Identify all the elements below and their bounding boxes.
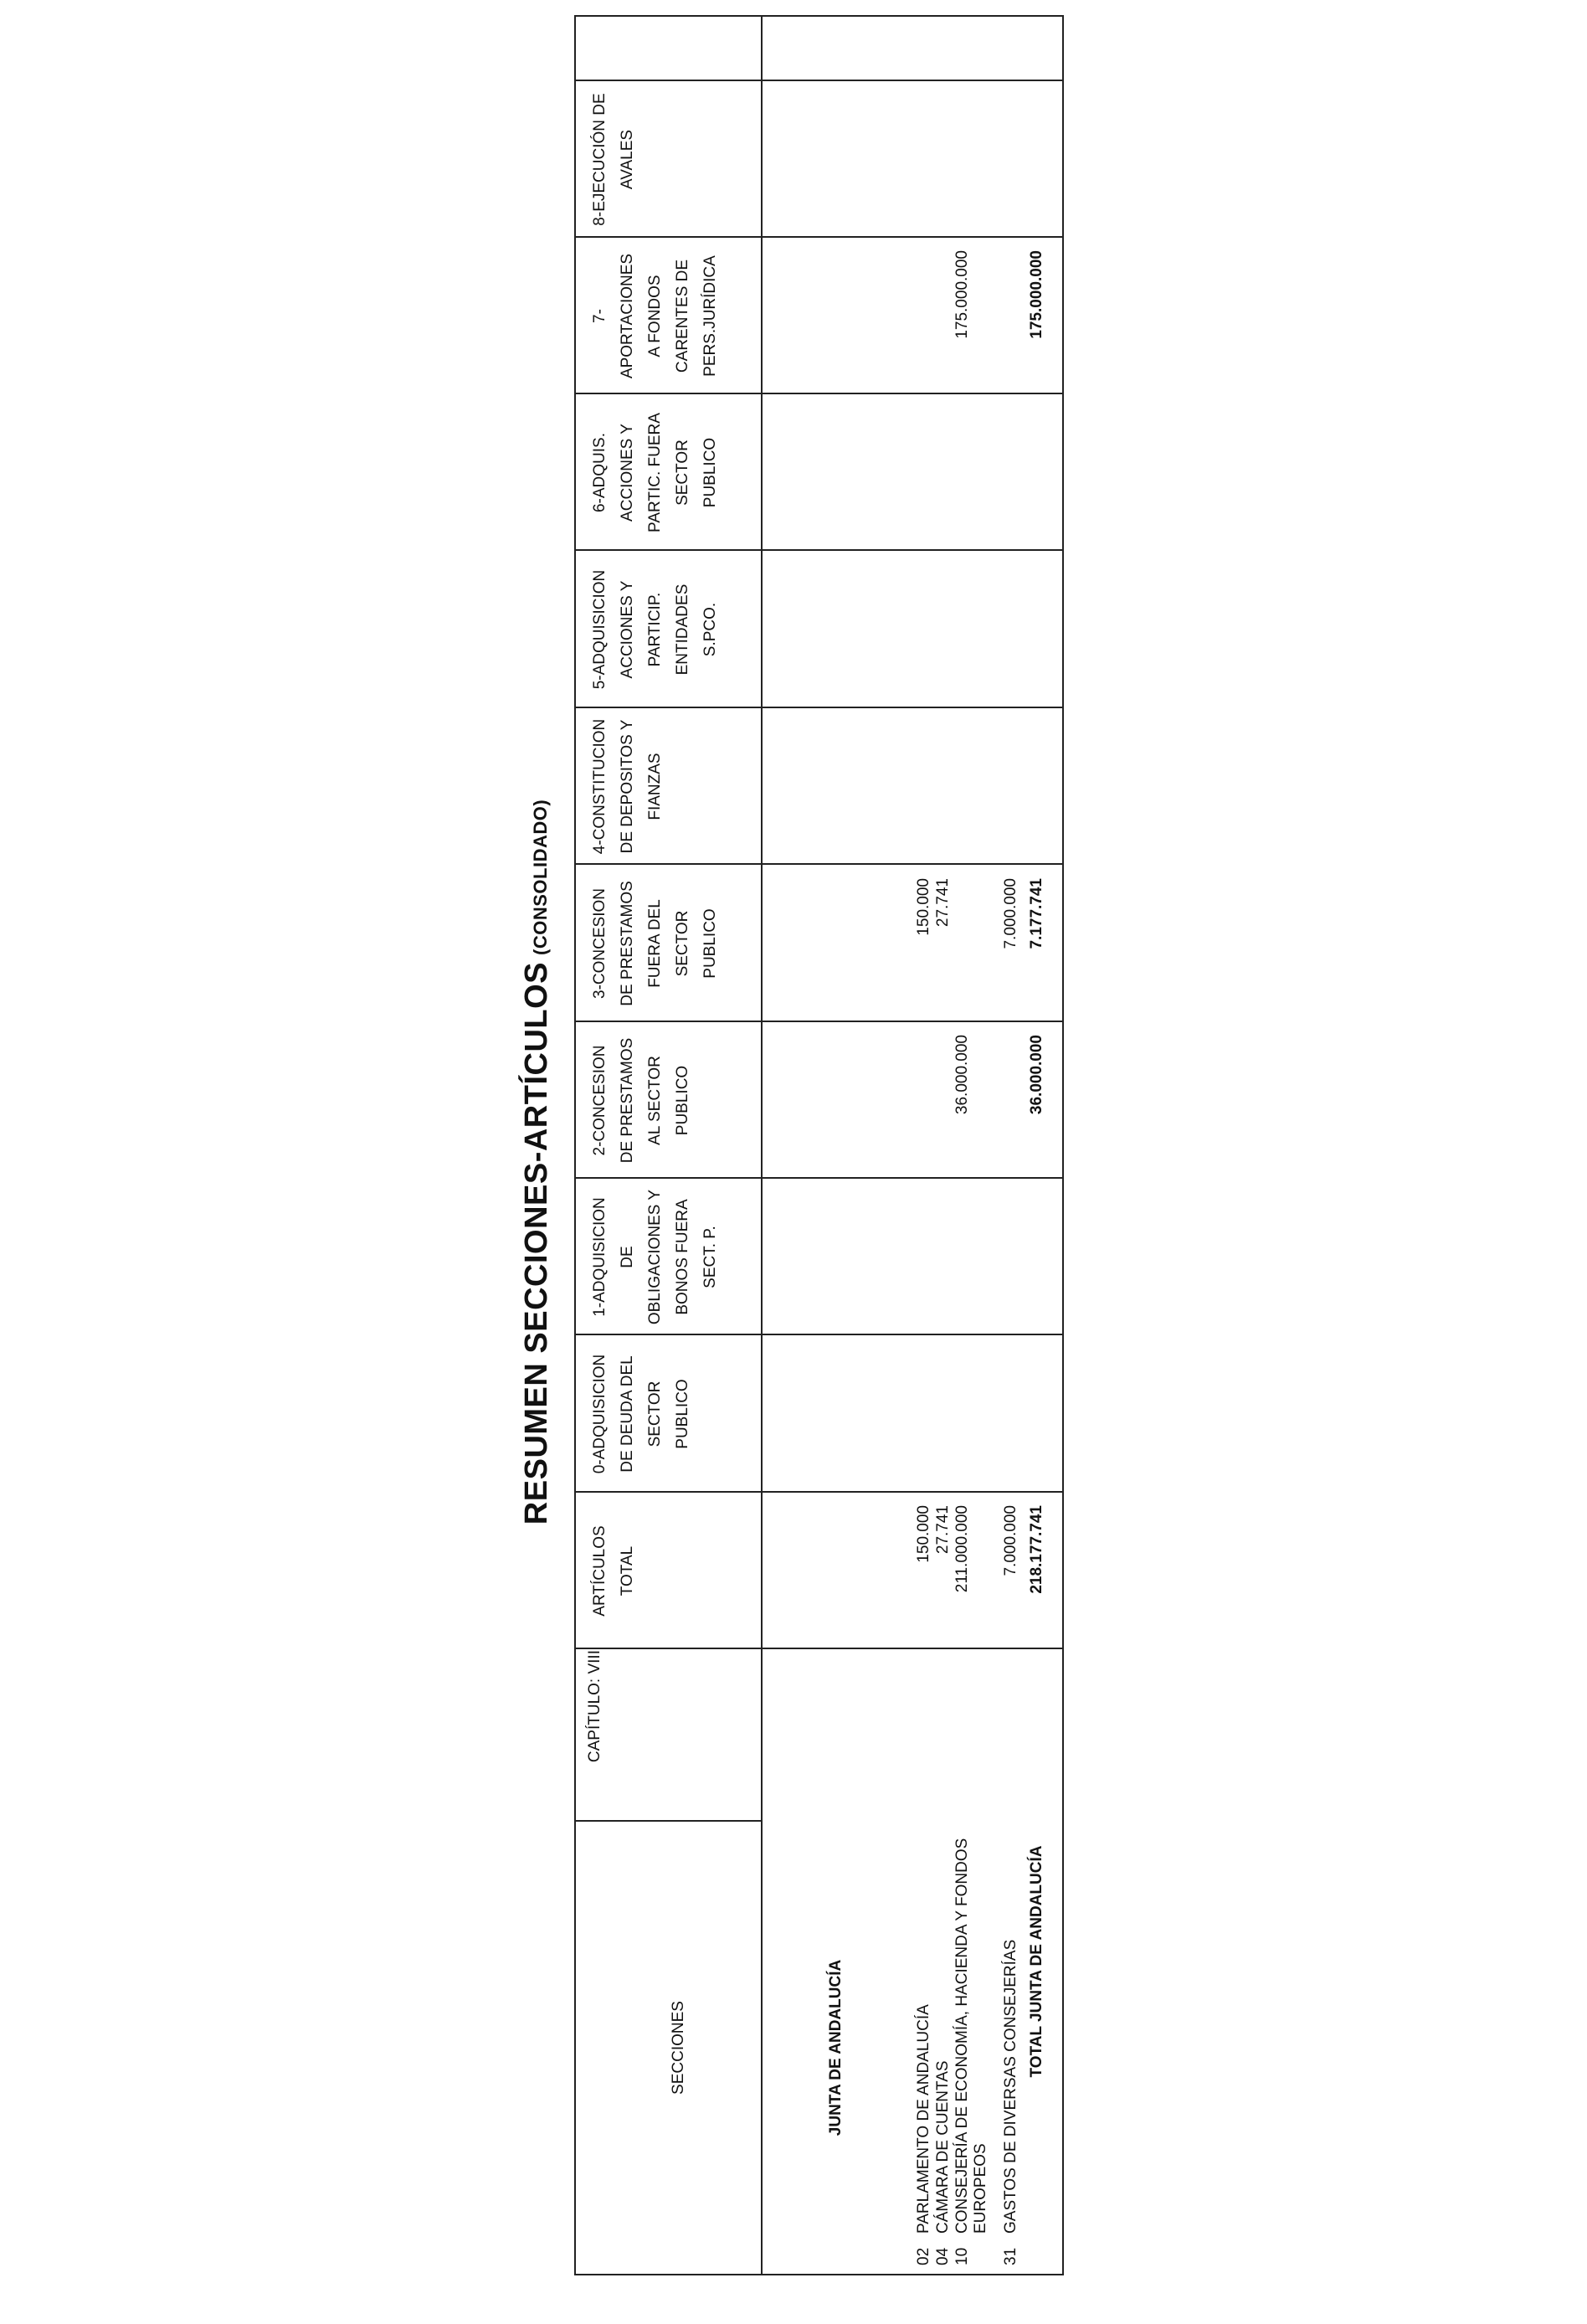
row-name: PARLAMENTO DE ANDALUCÍA — [915, 2004, 932, 2234]
row-code: 04 — [934, 2247, 952, 2265]
row-col-7: 175.000.000 — [953, 250, 971, 339]
header-col-2: 2-CONCESION DE PRESTAMOS AL SECTOR PUBLICO — [591, 1037, 691, 1164]
total-label: TOTAL JUNTA DE ANDALUCÍA — [1028, 1845, 1045, 2078]
row-total: 7.000.000 — [1002, 1505, 1019, 1576]
row-code: 02 — [915, 2247, 932, 2265]
header-col-7: 7- APORTACIONES A FONDOS CARENTES DE PERS.JURÍDICA — [591, 253, 719, 379]
capitulo-label: CAPÍTULO: VIII — [586, 1650, 603, 1763]
col-divider — [576, 1648, 1062, 1649]
row-col-3: 7.000.000 — [1002, 878, 1019, 949]
row-code: 10 — [953, 2247, 971, 2265]
table-row — [953, 17, 989, 2274]
summary-table — [574, 15, 1064, 2275]
row-name: CONSEJERÍA DE ECONOMÍA, HACIENDA Y FONDOS EUROPEOS — [953, 1838, 989, 2234]
row-total: 27.741 — [934, 1505, 952, 1555]
row-total: 211.000.000 — [953, 1505, 971, 1593]
group-title: JUNTA DE ANDALUCÍA — [827, 1959, 845, 2136]
subtitle-text: (CONSOLIDADO) — [530, 799, 551, 955]
header-col-5: 5-ADQUISICION ACCIONES Y PARTICIP. ENTIDADES S.PCO. — [591, 569, 719, 690]
row-col-3: 150.000 — [915, 878, 932, 936]
total-row — [1028, 17, 1050, 2274]
header-col-8: 8-EJECUCIÓN DE AVALES — [591, 93, 636, 226]
row-col-2: 36.000.000 — [953, 1035, 971, 1115]
total-col-2: 36.000.000 — [1028, 1035, 1045, 1115]
header-bottom-line — [761, 17, 763, 2274]
header-col-0: 0-ADQUISICION DE DEUDA DEL SECTOR PUBLICO — [591, 1354, 691, 1474]
total-col-3: 7.177.741 — [1028, 878, 1045, 949]
row-code: 31 — [1002, 2247, 1019, 2265]
total-value: 218.177.741 — [1028, 1505, 1045, 1594]
col-divider — [576, 80, 1062, 81]
row-name: CÁMARA DE CUENTAS — [934, 2060, 952, 2234]
title-text: RESUMEN SECCIONES-ARTÍCULOS — [519, 961, 554, 1525]
page-title — [519, 0, 555, 2324]
secciones-label: SECCIONES — [670, 2001, 687, 2095]
table-row — [1002, 17, 1024, 2274]
header-col-4: 4-CONSTITUCION DE DEPOSITOS Y FIANZAS — [591, 718, 664, 855]
row-col-3: 27.741 — [934, 878, 952, 928]
header-col-6: 6-ADQUIS. ACCIONES Y PARTIC. FUERA SECTOR PUBLICO — [591, 413, 719, 532]
total-col-7: 175.000.000 — [1028, 250, 1045, 339]
header-col-total: ARTÍCULOS TOTAL — [591, 1525, 636, 1617]
row-total: 150.000 — [915, 1505, 932, 1563]
header-col-1: 1-ADQUISICION DE OBLIGACIONES Y BONOS FUERA SECT. P. — [591, 1189, 719, 1325]
row-name: GASTOS DE DIVERSAS CONSEJERÍAS — [1002, 1939, 1019, 2234]
header-col-3: 3-CONCESION DE PRESTAMOS FUERA DEL SECTOR PUBLICO — [591, 881, 719, 1006]
